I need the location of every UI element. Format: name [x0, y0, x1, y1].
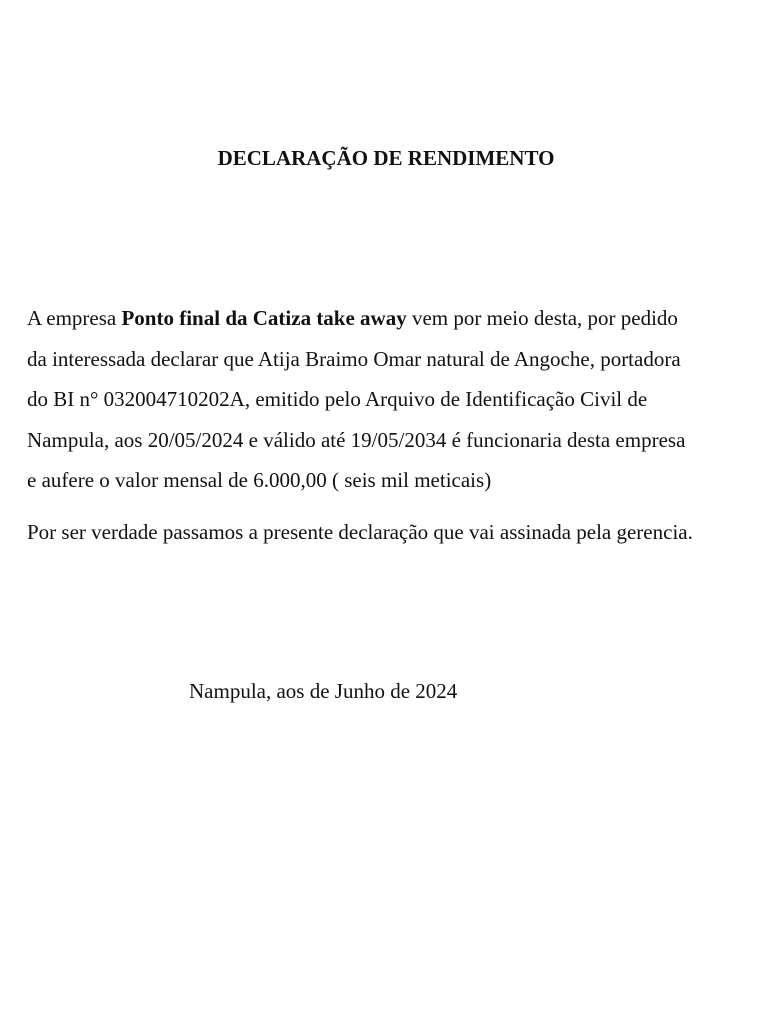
declaration-paragraph: [27, 298, 747, 501]
paragraph-line-3: do BI n° 032004710202A, emitido pelo Arquivo de Identificação Civil de: [27, 387, 648, 411]
paragraph-line-2: da interessada declarar que Atija Braimo Omar natural de Angoche, portadora: [27, 346, 681, 371]
closing-paragraph: Por ser verdade passamos a presente declaração que vai assinada pela gerencia.: [27, 520, 693, 544]
paragraph-line-1: [27, 298, 747, 339]
paragraph-line-4: Nampula, aos 20/05/2024 e válido até 19/05/2034 é funcionaria desta empresa: [27, 427, 686, 452]
company-name: Ponto final da Catiza take away: [121, 306, 407, 330]
line1-prefix: A empresa: [27, 306, 122, 330]
place-and-date: Nampula, aos de Junho de 2024: [189, 679, 458, 703]
document-title: DECLARAÇÃO DE RENDIMENTO: [217, 146, 555, 170]
line1-suffix: vem por meio desta, por pedido: [406, 306, 678, 330]
paragraph-line-5: e aufere o valor mensal de 6.000,00 ( seis mil meticais): [27, 468, 492, 492]
